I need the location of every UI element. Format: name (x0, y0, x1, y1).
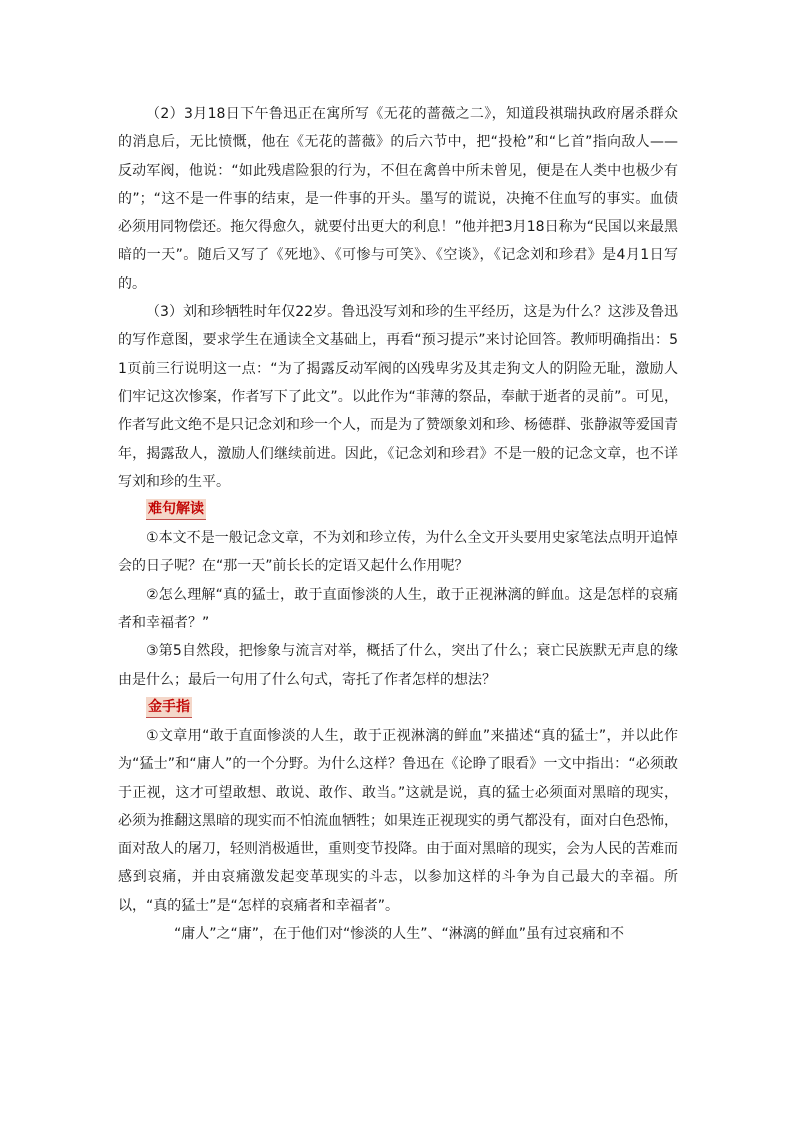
paragraph-3: （3）刘和珍牺牲时年仅22岁。鲁迅没写刘和珍的生平经历，这是为什么？这涉及鲁迅的写作意图，要求学生在通读全文基础上，再看“预习提示”来讨论回答。教师明确指出：51页前三行说明这一点：“为了揭露反动军阀的凶残卑劣及其走狗文人的阴险无耻，激励人们牢记这次惨案，作者写下了此文”。以此作为“菲薄的祭品，奉献于逝者的灵前”。可见，作者写此文绝不是只记念刘和珍一个人，而是为了赞颂象刘和珍、杨德群、张静淑等爱国青年，揭露敌人，激励人们继续前进。因此，《记念刘和珍君》不是一般的记念文章，也不详写刘和珍的生平。 (118, 304, 678, 490)
section-difficult-heading-row (118, 498, 678, 522)
difficult-question-1: ①本文不是一般记念文章，不为刘和珍立传，为什么全文开头要用史家笔法点明开追悼会的日子呢？在“那一天”前长长的定语又起什么作用呢？ (118, 530, 678, 575)
difficult-question-2: ②怎么理解“真的猛士，敢于直面惨淡的人生，敢于正视淋漓的鲜血。这是怎样的哀痛者和幸福者？” (118, 586, 678, 632)
paragraph-2: （2）3月18日下午鲁迅正在寓所写《无花的蔷薇之二》，知道段祺瑞执政府屠杀群众的消息后，无比愤慨，他在《无花的蔷薇》的后六节中，把“投枪”和“匕首”指向敌人——反动军阀，他说：“如此残虐险狠的行为，不但在禽兽中所未曾见，便是在人类中也极少有的”；“这不是一件事的结束，是一件事的开头。墨写的谎说，决掩不住血写的事实。血债必须用同物偿还。拖欠得愈久，就要付出更大的利息！”他并把3月18日称为“民国以来最黑暗的一天”。随后又写了《死地》、《可惨与可笑》、《空谈》，《记念刘和珍君》是4月1日写的。 (118, 106, 678, 292)
document-body (118, 100, 678, 948)
section-golden-heading-row (118, 696, 678, 720)
section-heading-golden-finger: 金手指 (146, 697, 192, 718)
golden-answer-2: “庸人”之“庸”，在于他们对“惨淡的人生”、“淋漓的鲜血”虽有过哀痛和不 (174, 926, 625, 943)
difficult-question-3: ③第5自然段，把惨象与流言对举，概括了什么，突出了什么；衰亡民族默无声息的缘由是什么；最后一句用了什么句式，寄托了作者怎样的想法？ (118, 643, 678, 688)
section-heading-difficult-sentences: 难句解读 (146, 499, 206, 520)
golden-answer-1: ①文章用“敢于直面惨淡的人生，敢于正视淋漓的鲜血”来描述“真的猛士”，并以此作为“猛士”和“庸人”的一个分野。为什么这样？鲁迅在《论睁了眼看》一文中指出：“必须敢于正视，这才可望敢想、敢说、敢作、敢当。”这就是说，真的猛士必须面对黑暗的现实，必须为推翻这黑暗的现实而不怕流血牺牲；如果连正视现实的勇气都没有，面对白色恐怖，面对敌人的屠刀，轻则消极遁世，重则变节投降。由于面对黑暗的现实，会为人民的苦难而感到哀痛，并由哀痛激发起变革现实的斗志，以参加这样的斗争为自己最大的幸福。所以，“真的猛士”是“怎样的哀痛者和幸福者”。 (118, 727, 678, 914)
